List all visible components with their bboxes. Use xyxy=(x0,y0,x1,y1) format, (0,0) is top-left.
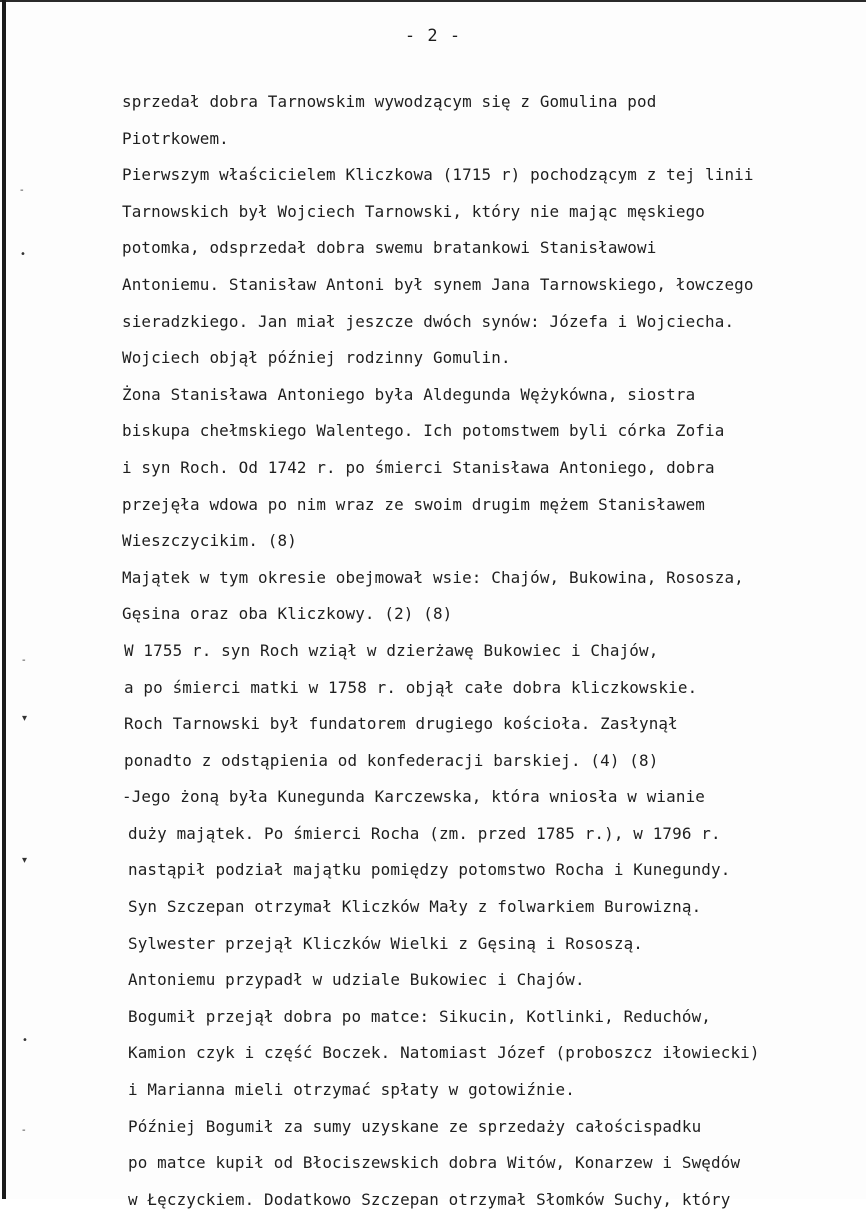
margin-mark: - xyxy=(20,185,24,196)
text-line: ponadto z odstąpienia od konfederacji barskiej. (4) (8) xyxy=(124,750,659,770)
margin-mark: ▾ xyxy=(22,713,28,724)
text-line: -Jego żoną była Kunegunda Karczewska, która wniosła w wianie xyxy=(122,787,706,807)
text-line: po matce kupił od Błociszewskich dobra Witów, Konarzew i Swędów xyxy=(128,1153,741,1173)
text-line: nastąpił podział majątku pomiędzy potomstwo Rocha i Kunegundy. xyxy=(128,860,731,880)
margin-mark: - xyxy=(22,1125,26,1136)
text-line: biskupa chełmskiego Walentego. Ich potomstwem byli córka Zofia xyxy=(122,421,725,441)
text-line: Piotrkowem. xyxy=(122,128,229,148)
margin-mark: • xyxy=(22,1035,28,1046)
text-line: Pierwszym właścicielem Kliczkowa (1715 r) pochodzącym z tej linii xyxy=(122,165,754,185)
text-line: sieradzkiego. Jan miał jeszcze dwóch synów: Józefa i Wojciecha. xyxy=(122,311,735,331)
text-line: Wojciech objął później rodzinny Gomulin. xyxy=(122,348,511,368)
text-line: Wieszczycikim. (8) xyxy=(122,531,297,551)
text-line: duży majątek. Po śmierci Rocha (zm. przed 1785 r.), w 1796 r. xyxy=(128,823,721,843)
margin-mark: - xyxy=(22,655,26,666)
text-line: Roch Tarnowski był fundatorem drugiego kościoła. Zasłynął xyxy=(124,714,678,734)
text-line: sprzedał dobra Tarnowskim wywodzącym się z Gomulina pod xyxy=(122,92,657,111)
text-line: i syn Roch. Od 1742 r. po śmierci Stanisława Antoniego, dobra xyxy=(122,457,715,477)
text-line: W 1755 r. syn Roch wziął w dzierżawę Bukowiec i Chajów, xyxy=(124,640,659,660)
text-line: i Marianna mieli otrzymać spłaty w gotowiźnie. xyxy=(128,1080,575,1100)
page-number: - 2 - xyxy=(404,26,462,46)
text-line: Syn Szczepan otrzymał Kliczków Mały z folwarkiem Burowizną. xyxy=(128,897,702,917)
document-body xyxy=(122,84,822,1218)
text-line: Sylwester przejął Kliczków Wielki z Gęsiną i Rososzą. xyxy=(128,933,643,953)
margin-mark: ▾ xyxy=(22,855,28,866)
text-line: Później Bogumił za sumy uzyskane ze sprzedaży całościspadku xyxy=(128,1116,702,1136)
scan-border-top xyxy=(0,0,866,2)
text-line: Gęsina oraz oba Kliczkowy. (2) (8) xyxy=(122,604,453,624)
text-line: Majątek w tym okresie obejmował wsie: Chajów, Bukowina, Rososza, xyxy=(122,567,744,587)
text-line: potomka, odsprzedał dobra swemu bratankowi Stanisławowi xyxy=(122,238,657,258)
text-line: Tarnowskich był Wojciech Tarnowski, który nie mając męskiego xyxy=(122,201,706,221)
text-line: a po śmierci matki w 1758 r. objął całe dobra kliczkowskie. xyxy=(124,677,698,697)
text-line: Kamion czyk i część Boczek. Natomiast Józef (proboszcz iłowiecki) xyxy=(128,1043,760,1063)
scan-border-left xyxy=(2,0,6,1199)
text-line: Bogumił przejął dobra po matce: Sikucin, Kotlinki, Reduchów, xyxy=(128,1006,712,1026)
text-line: Antoniemu. Stanisław Antoni był synem Jana Tarnowskiego, łowczego xyxy=(122,274,754,294)
text-line: Żona Stanisława Antoniego była Aldegunda Wężykówna, siostra xyxy=(122,384,696,404)
text-line: Antoniemu przypadł w udziale Bukowiec i Chajów. xyxy=(128,970,585,990)
text-line: przejęła wdowa po nim wraz ze swoim drugim mężem Stanisławem xyxy=(122,494,706,514)
text-line: w Łęczyckiem. Dodatkowo Szczepan otrzymał Słomków Suchy, który xyxy=(128,1189,731,1209)
margin-mark: • xyxy=(20,249,26,260)
